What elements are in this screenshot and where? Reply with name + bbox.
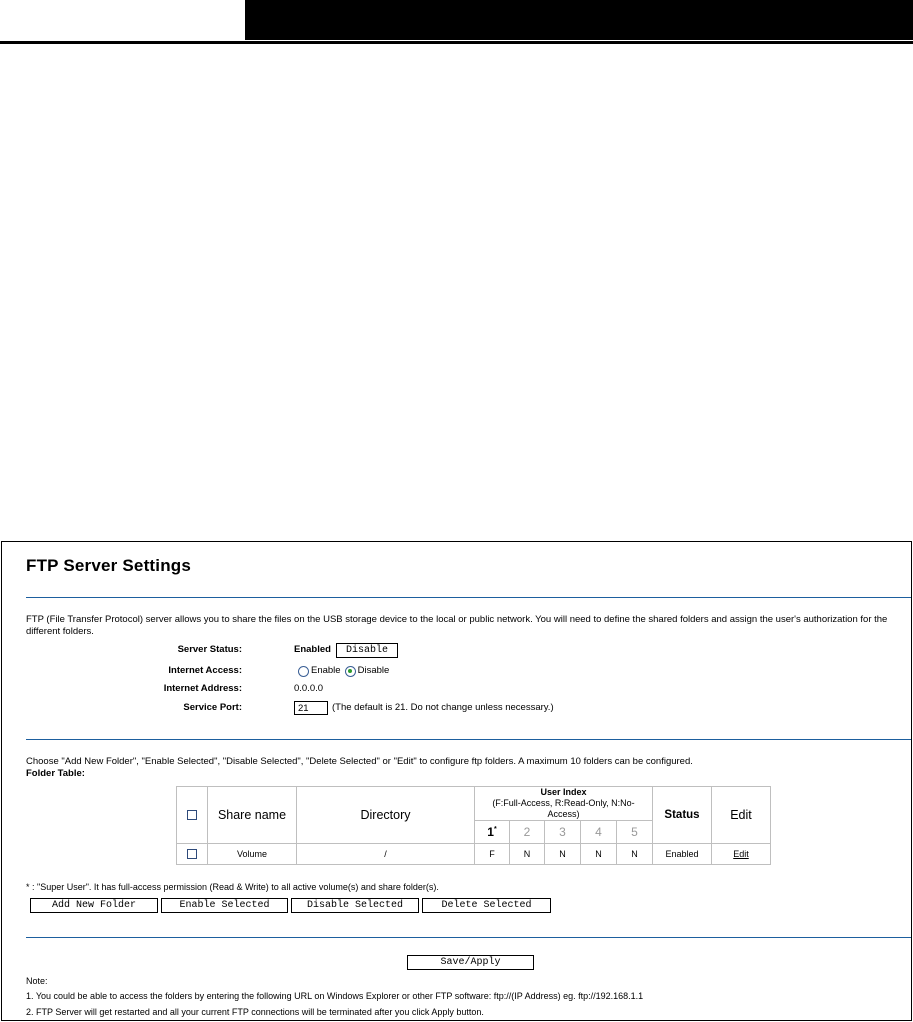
folder-table [176,786,771,865]
user-index-header [475,787,653,821]
enable-radio[interactable] [298,666,309,677]
folder-table-header-row [177,787,771,821]
super-user-footnote: * : "Super User". It has full-access permission (Read & Write) to all active volume(s) and share folder(s). [26,882,439,892]
user-column-1-number: 1 [487,825,494,839]
select-all-cell [177,787,208,844]
server-status-value-group [294,641,398,659]
access-user-2: N [510,844,545,865]
user-column-4: 4 [581,821,617,844]
row-checkbox[interactable] [187,849,197,859]
disable-radio-label: Disable [357,665,390,676]
note-line-1: 1. You could be able to access the folders by entering the following URL on Windows Explorer or other FTP software: ftp://(IP Address) eg. ftp://192.168.1.1 [26,991,644,1001]
internet-address-row [26,680,886,698]
title-divider [26,597,911,598]
service-port-hint: (The default is 21. Do not change unless necessary.) [332,702,554,713]
server-status-value: Enabled [294,644,331,655]
section-divider-1 [26,739,911,740]
internet-address-value: 0.0.0.0 [294,683,324,694]
directory-cell: / [297,844,475,865]
internet-address-label: Internet Address: [163,683,242,694]
edit-link[interactable]: Edit [733,849,749,859]
internet-access-label: Internet Access: [168,665,242,676]
select-all-checkbox[interactable] [187,810,197,820]
folders-intro: Choose "Add New Folder", "Enable Selected", "Disable Selected", "Delete Selected" or "Edit" to configure ftp folders. A maximum 10 folders can be configured. [26,756,693,767]
ftp-settings-screenshot [1,541,912,1021]
user-column-5: 5 [617,821,653,844]
folder-table-label: Folder Table: [26,768,85,779]
share-name-header: Share name [208,787,297,844]
section-divider-2 [26,937,911,938]
edit-cell [712,844,771,865]
service-port-label: Service Port: [183,702,242,713]
server-status-label: Server Status: [177,644,242,655]
enable-radio-label: Enable [311,665,341,676]
access-user-3: N [545,844,581,865]
delete-selected-button[interactable]: Delete Selected [422,898,551,913]
page-title: FTP Server Settings [26,556,192,575]
access-user-1: F [475,844,510,865]
user-index-legend: (F:Full-Access, R:Read-Only, N:No-Access) [492,798,635,819]
disable-radio[interactable] [345,666,356,677]
row-select-cell [177,844,208,865]
user-column-2: 2 [510,821,545,844]
internet-access-row [26,662,886,680]
super-user-mark: * [493,826,497,833]
disable-server-button[interactable]: Disable [336,643,398,658]
status-header: Status [653,787,712,844]
service-port-group [294,699,554,717]
disable-selected-button[interactable]: Disable Selected [291,898,419,913]
status-cell: Enabled [653,844,712,865]
service-port-row [26,699,886,717]
enable-selected-button[interactable]: Enable Selected [161,898,288,913]
server-status-row [26,641,886,659]
directory-header: Directory [297,787,475,844]
add-new-folder-button[interactable]: Add New Folder [30,898,158,913]
document-header-rule [0,41,913,44]
internet-access-options [294,662,389,680]
table-row [177,844,771,865]
share-name-cell: Volume [208,844,297,865]
user-column-1 [475,821,510,844]
user-index-title: User Index [540,787,587,797]
page-description: FTP (File Transfer Protocol) server allows you to share the files on the USB storage device to the local or public network. You will need to define the shared folders and assign the user's authorization for the different folders. [26,614,888,637]
note-title: Note: [26,976,48,986]
save-apply-button[interactable]: Save/Apply [407,955,534,970]
service-port-input[interactable] [294,701,328,715]
note-line-2: 2. FTP Server will get restarted and all your current FTP connections will be terminated after you click Apply button. [26,1007,484,1017]
access-user-5: N [617,844,653,865]
user-column-3: 3 [545,821,581,844]
document-header-bar [245,0,913,40]
folder-actions [30,898,551,913]
edit-header: Edit [712,787,771,844]
access-user-4: N [581,844,617,865]
